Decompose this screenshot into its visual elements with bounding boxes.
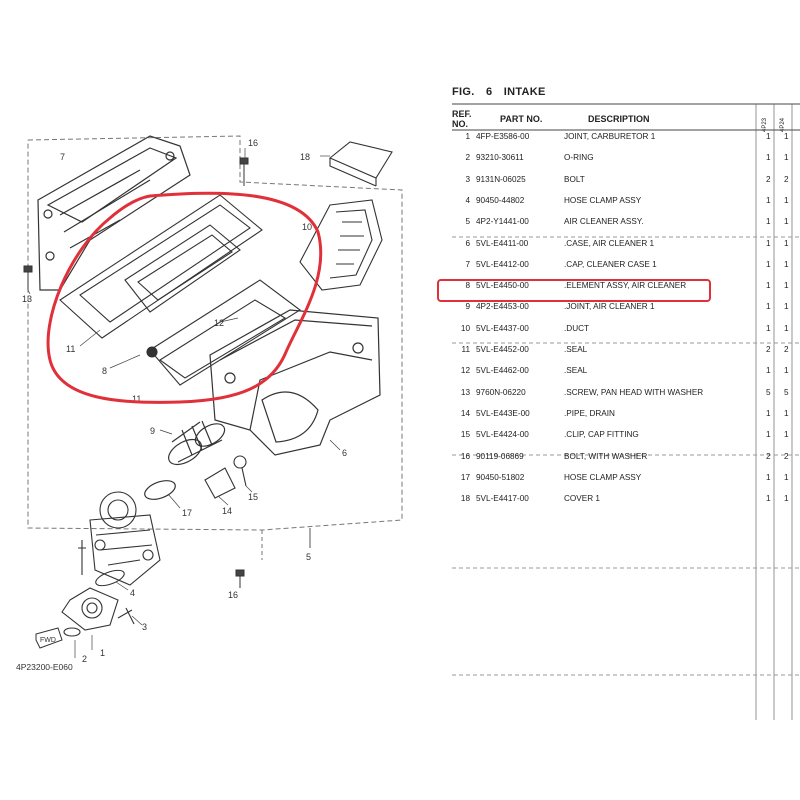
table-row [452, 190, 792, 211]
callout: 11 [132, 394, 142, 404]
callout: 15 [248, 492, 259, 502]
description-cell: .CLIP, CAP FITTING [564, 430, 639, 440]
ref-no-cell: 9 [465, 302, 470, 312]
qty-b-cell: 1 [784, 132, 789, 141]
description-cell: JOINT, CARBURETOR 1 [564, 132, 656, 141]
ref-no-cell: 7 [465, 259, 470, 269]
header-model-b: 4P24 [780, 117, 786, 132]
description-cell: .PIPE, DRAIN [564, 408, 615, 418]
part-no-cell: 5VL-E4450-00 [476, 281, 529, 291]
description-cell: .SCREW, PAN HEAD WITH WASHER [564, 387, 704, 397]
diagram-code: 4P23200-E060 [16, 662, 73, 672]
ref-no-cell: 13 [460, 387, 470, 397]
figure-label: FIG. [452, 86, 475, 98]
callout: 12 [214, 318, 225, 328]
qty-a-cell: 1 [766, 430, 771, 440]
table-row [452, 467, 792, 488]
callout: 3 [142, 622, 148, 632]
qty-b-cell: 1 [784, 494, 789, 504]
ref-no-cell: 5 [465, 217, 470, 227]
ref-no-cell: 6 [465, 238, 470, 248]
ref-no-cell: 17 [460, 472, 470, 482]
figure-name: INTAKE [503, 86, 546, 98]
callout: 14 [222, 506, 233, 516]
part-no-cell: 9131N-06025 [476, 174, 526, 184]
callout: 2 [82, 654, 88, 664]
callout: 4 [130, 588, 136, 598]
part-no-cell: 5VL-E4411-00 [476, 238, 529, 248]
qty-a-cell: 1 [766, 366, 771, 376]
qty-b-cell: 2 [784, 451, 789, 461]
qty-b-cell: 1 [784, 281, 789, 291]
qty-b-cell: 1 [784, 259, 789, 269]
ref-no-cell: 3 [465, 174, 470, 184]
callout: 18 [300, 152, 311, 162]
qty-a-cell: 1 [766, 217, 771, 227]
ref-no-cell: 8 [465, 281, 470, 291]
callout: 5 [306, 552, 312, 562]
table-row [452, 318, 792, 339]
ref-no-cell: 12 [460, 366, 470, 376]
qty-a-cell: 2 [766, 174, 771, 184]
header-part-no: PART NO. [500, 114, 543, 124]
table-row [452, 424, 792, 445]
part-no-cell: 5VL-E443E-00 [476, 408, 530, 418]
part-no-cell: 5VL-E4462-00 [476, 366, 529, 376]
part-no-cell: 4FP-E3586-00 [476, 132, 530, 141]
qty-a-cell: 5 [766, 387, 771, 397]
description-cell: .ELEMENT ASSY, AIR CLEANER [564, 281, 687, 291]
qty-b-cell: 2 [784, 345, 789, 354]
callout: 1 [100, 648, 106, 658]
callout: 16 [248, 138, 259, 148]
ref-no-cell: 18 [460, 494, 470, 504]
qty-a-cell: 1 [766, 153, 771, 163]
header-model-a: 4P23 [762, 117, 768, 132]
callout: 17 [182, 508, 193, 518]
callout: 6 [342, 448, 348, 458]
callout: 7 [60, 152, 66, 162]
qty-b-cell: 1 [784, 366, 789, 376]
description-cell: .JOINT, AIR CLEANER 1 [564, 302, 655, 312]
qty-a-cell: 2 [766, 345, 771, 354]
description-cell: O-RING [564, 153, 594, 163]
description-cell: .SEAL [564, 366, 588, 376]
callout: 11 [66, 344, 76, 354]
header-ref-no: REF. NO. [452, 109, 472, 129]
part-no-cell: 93210-30611 [476, 153, 524, 163]
qty-a-cell: 1 [766, 302, 771, 312]
fwd-label: FWD [40, 637, 56, 644]
description-cell: COVER 1 [564, 494, 600, 504]
part-no-cell: 4P2-E4453-00 [476, 302, 529, 312]
table-row [452, 488, 792, 509]
qty-b-cell: 1 [784, 238, 789, 248]
qty-a-cell: 1 [766, 281, 771, 291]
description-cell: AIR CLEANER ASSY. [564, 217, 644, 227]
header-description: DESCRIPTION [588, 114, 650, 124]
ref-no-cell: 2 [465, 153, 470, 163]
qty-b-cell: 1 [784, 153, 789, 163]
ref-no-cell: 10 [460, 323, 470, 333]
table-row [452, 147, 792, 168]
ref-no-cell: 14 [460, 408, 470, 418]
part-no-cell: 5VL-E4437-00 [476, 323, 529, 333]
qty-a-cell: 2 [766, 451, 771, 461]
ref-no-cell: 1 [465, 132, 470, 141]
qty-b-cell: 1 [784, 217, 789, 227]
part-no-cell: 5VL-E4452-00 [476, 345, 529, 354]
qty-a-cell: 1 [766, 259, 771, 269]
qty-b-cell: 2 [784, 174, 789, 184]
part-no-cell: 4P2-Y1441-00 [476, 217, 529, 227]
figure-number: 6 [485, 86, 493, 98]
table-row [452, 382, 792, 403]
callout: 9 [150, 426, 156, 436]
qty-a-cell: 1 [766, 238, 771, 248]
table-row [452, 403, 792, 424]
qty-b-cell: 1 [784, 323, 789, 333]
part-no-cell: 5VL-E4424-00 [476, 430, 529, 440]
callout: 10 [302, 222, 313, 232]
table-row [452, 446, 792, 467]
part-no-cell: 90119-06869 [476, 451, 524, 461]
ref-no-cell: 4 [465, 195, 470, 205]
qty-a-cell: 1 [766, 132, 771, 141]
description-cell: .DUCT [564, 323, 590, 333]
description-cell: BOLT [564, 174, 585, 184]
description-cell: BOLT, WITH WASHER [564, 451, 648, 461]
qty-b-cell: 1 [784, 302, 789, 312]
part-no-cell: 90450-51802 [476, 472, 525, 482]
qty-a-cell: 1 [766, 472, 771, 482]
qty-a-cell: 1 [766, 408, 771, 418]
qty-b-cell: 1 [784, 472, 789, 482]
table-row [452, 254, 792, 275]
ref-no-cell: 15 [460, 430, 470, 440]
description-cell: HOSE CLAMP ASSY [564, 195, 642, 205]
part-no-cell: 9760N-06220 [476, 387, 526, 397]
table-row [452, 211, 792, 232]
qty-a-cell: 1 [766, 494, 771, 504]
callout: 8 [102, 366, 108, 376]
description-cell: HOSE CLAMP ASSY [564, 472, 642, 482]
part-no-cell: 5VL-E4417-00 [476, 494, 529, 504]
description-cell: .CAP, CLEANER CASE 1 [564, 259, 657, 269]
table-row [452, 169, 792, 190]
qty-b-cell: 1 [784, 195, 789, 205]
description-cell: .CASE, AIR CLEANER 1 [564, 238, 655, 248]
table-row [452, 360, 792, 381]
part-no-cell: 5VL-E4412-00 [476, 259, 529, 269]
table-row [452, 126, 792, 147]
description-cell: .SEAL [564, 345, 588, 354]
part-no-cell: 90450-44802 [476, 195, 525, 205]
qty-b-cell: 1 [784, 408, 789, 418]
table-row [452, 339, 792, 360]
row-highlight-box [437, 279, 711, 302]
ref-no-cell: 11 [461, 345, 470, 354]
table-row [452, 233, 792, 254]
qty-b-cell: 5 [784, 387, 789, 397]
ref-no-cell: 16 [460, 451, 470, 461]
qty-a-cell: 1 [766, 323, 771, 333]
qty-b-cell: 1 [784, 430, 789, 440]
qty-a-cell: 1 [766, 195, 771, 205]
callout: 13 [22, 294, 33, 304]
callout: 16 [228, 590, 239, 600]
